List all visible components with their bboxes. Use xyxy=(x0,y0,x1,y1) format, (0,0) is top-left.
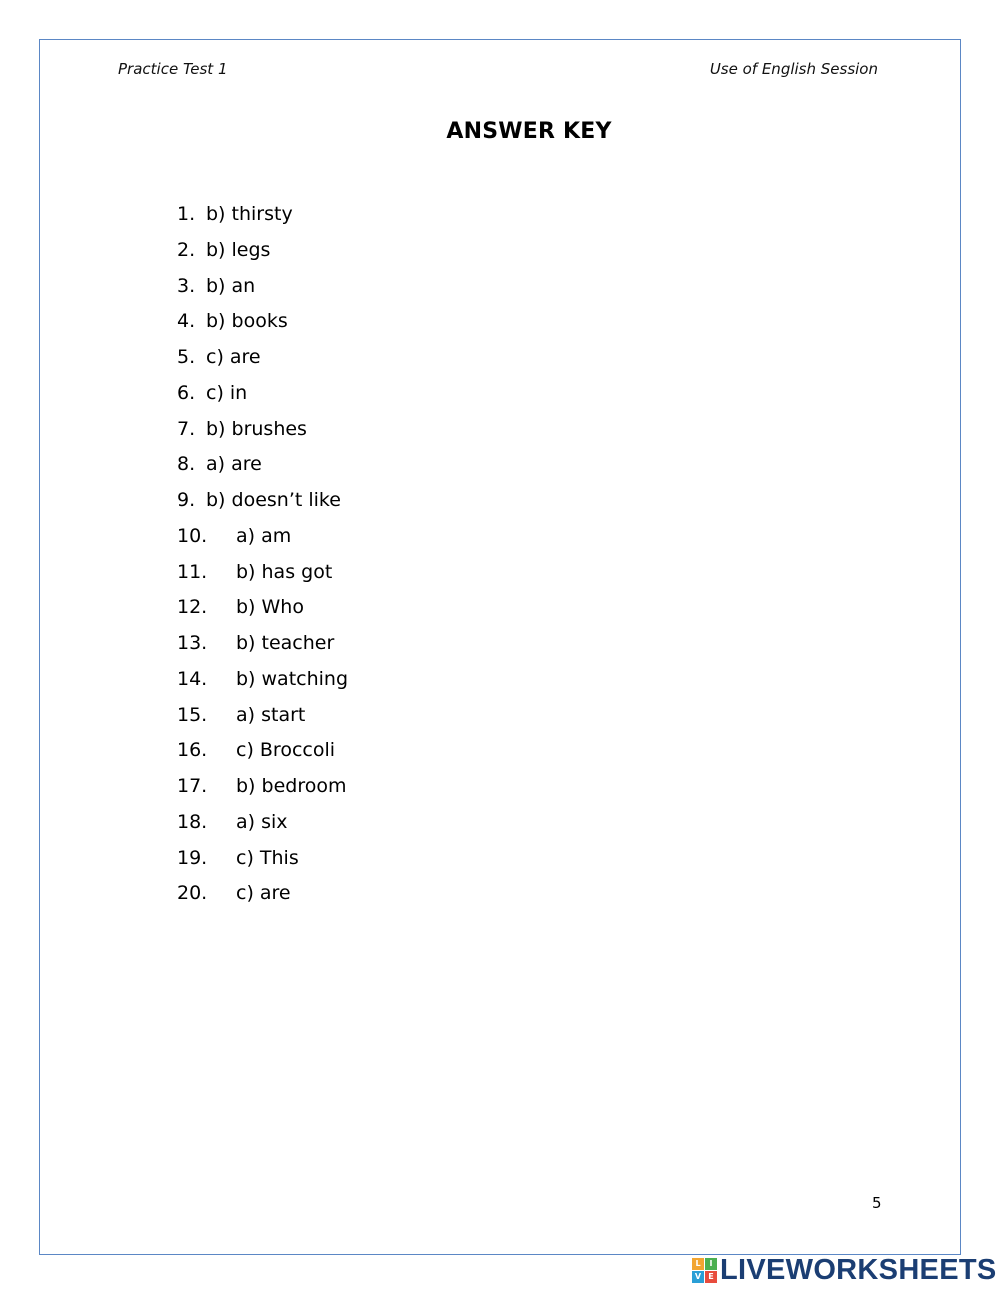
answer-text: b) bedroom xyxy=(236,775,347,797)
answer-item xyxy=(177,343,348,379)
answer-number: 4. xyxy=(177,310,196,333)
answer-item xyxy=(177,772,348,808)
answer-text: b) doesn’t like xyxy=(206,489,341,511)
answer-number: 9. xyxy=(177,489,196,511)
answer-item xyxy=(177,379,348,415)
answer-item xyxy=(177,486,348,522)
answer-text: b) Who xyxy=(236,596,304,619)
answer-item xyxy=(177,879,348,915)
page-title: ANSWER KEY xyxy=(446,119,612,144)
logo-square: E xyxy=(705,1271,717,1283)
answer-text: c) This xyxy=(236,846,299,869)
header-left-label: Practice Test 1 xyxy=(118,60,228,78)
answer-item xyxy=(177,450,348,486)
logo-square: V xyxy=(692,1271,704,1283)
answer-number: 3. xyxy=(177,274,196,297)
answer-item xyxy=(177,200,348,236)
answer-number: 6. xyxy=(177,381,196,404)
answer-number: 17. xyxy=(177,775,208,797)
answer-number: 10. xyxy=(177,524,208,547)
logo-square: I xyxy=(705,1258,717,1270)
answer-text: a) start xyxy=(236,703,306,726)
answer-number: 12. xyxy=(177,596,208,619)
answer-item xyxy=(177,844,348,880)
answer-text: c) are xyxy=(206,346,261,368)
answer-text: c) in xyxy=(206,381,248,404)
answer-item xyxy=(177,558,348,594)
answer-text: b) brushes xyxy=(206,417,307,440)
answer-number: 13. xyxy=(177,632,208,654)
answer-item xyxy=(177,808,348,844)
answer-number: 19. xyxy=(177,846,208,869)
answer-number: 8. xyxy=(177,453,196,476)
liveworksheets-mark-icon xyxy=(692,1258,717,1283)
answer-item xyxy=(177,236,348,272)
answer-text: b) an xyxy=(206,274,256,297)
answer-list xyxy=(177,200,348,915)
answer-number: 2. xyxy=(177,238,196,261)
answer-text: c) Broccoli xyxy=(236,739,336,762)
answer-number: 16. xyxy=(177,739,208,762)
answer-text: b) teacher xyxy=(236,632,335,654)
answer-number: 5. xyxy=(177,346,196,368)
answer-text: b) legs xyxy=(206,238,271,261)
answer-number: 20. xyxy=(177,882,208,905)
answer-number: 7. xyxy=(177,417,196,440)
answer-item xyxy=(177,593,348,629)
page-number: 5 xyxy=(872,1194,882,1212)
liveworksheets-wordmark: LIVEWORKSHEETS xyxy=(720,1254,997,1286)
answer-text: a) six xyxy=(236,810,288,833)
answer-text: a) am xyxy=(236,524,292,547)
answer-number: 11. xyxy=(177,560,208,583)
answer-text: b) books xyxy=(206,310,288,333)
answer-number: 15. xyxy=(177,703,208,726)
answer-number: 1. xyxy=(177,203,196,225)
answer-item xyxy=(177,701,348,737)
answer-item xyxy=(177,665,348,701)
answer-item xyxy=(177,736,348,772)
answer-item xyxy=(177,522,348,558)
answer-item xyxy=(177,307,348,343)
answer-text: b) watching xyxy=(236,667,349,690)
header-right-label: Use of English Session xyxy=(709,60,878,78)
answer-text: b) has got xyxy=(236,560,333,583)
answer-text: b) thirsty xyxy=(206,203,293,225)
answer-item xyxy=(177,272,348,308)
liveworksheets-logo xyxy=(692,1255,997,1285)
answer-item xyxy=(177,415,348,451)
answer-number: 14. xyxy=(177,667,208,690)
answer-item xyxy=(177,629,348,665)
answer-number: 18. xyxy=(177,810,208,833)
logo-square: L xyxy=(692,1258,704,1270)
answer-text: c) are xyxy=(236,882,291,905)
answer-text: a) are xyxy=(206,453,262,476)
